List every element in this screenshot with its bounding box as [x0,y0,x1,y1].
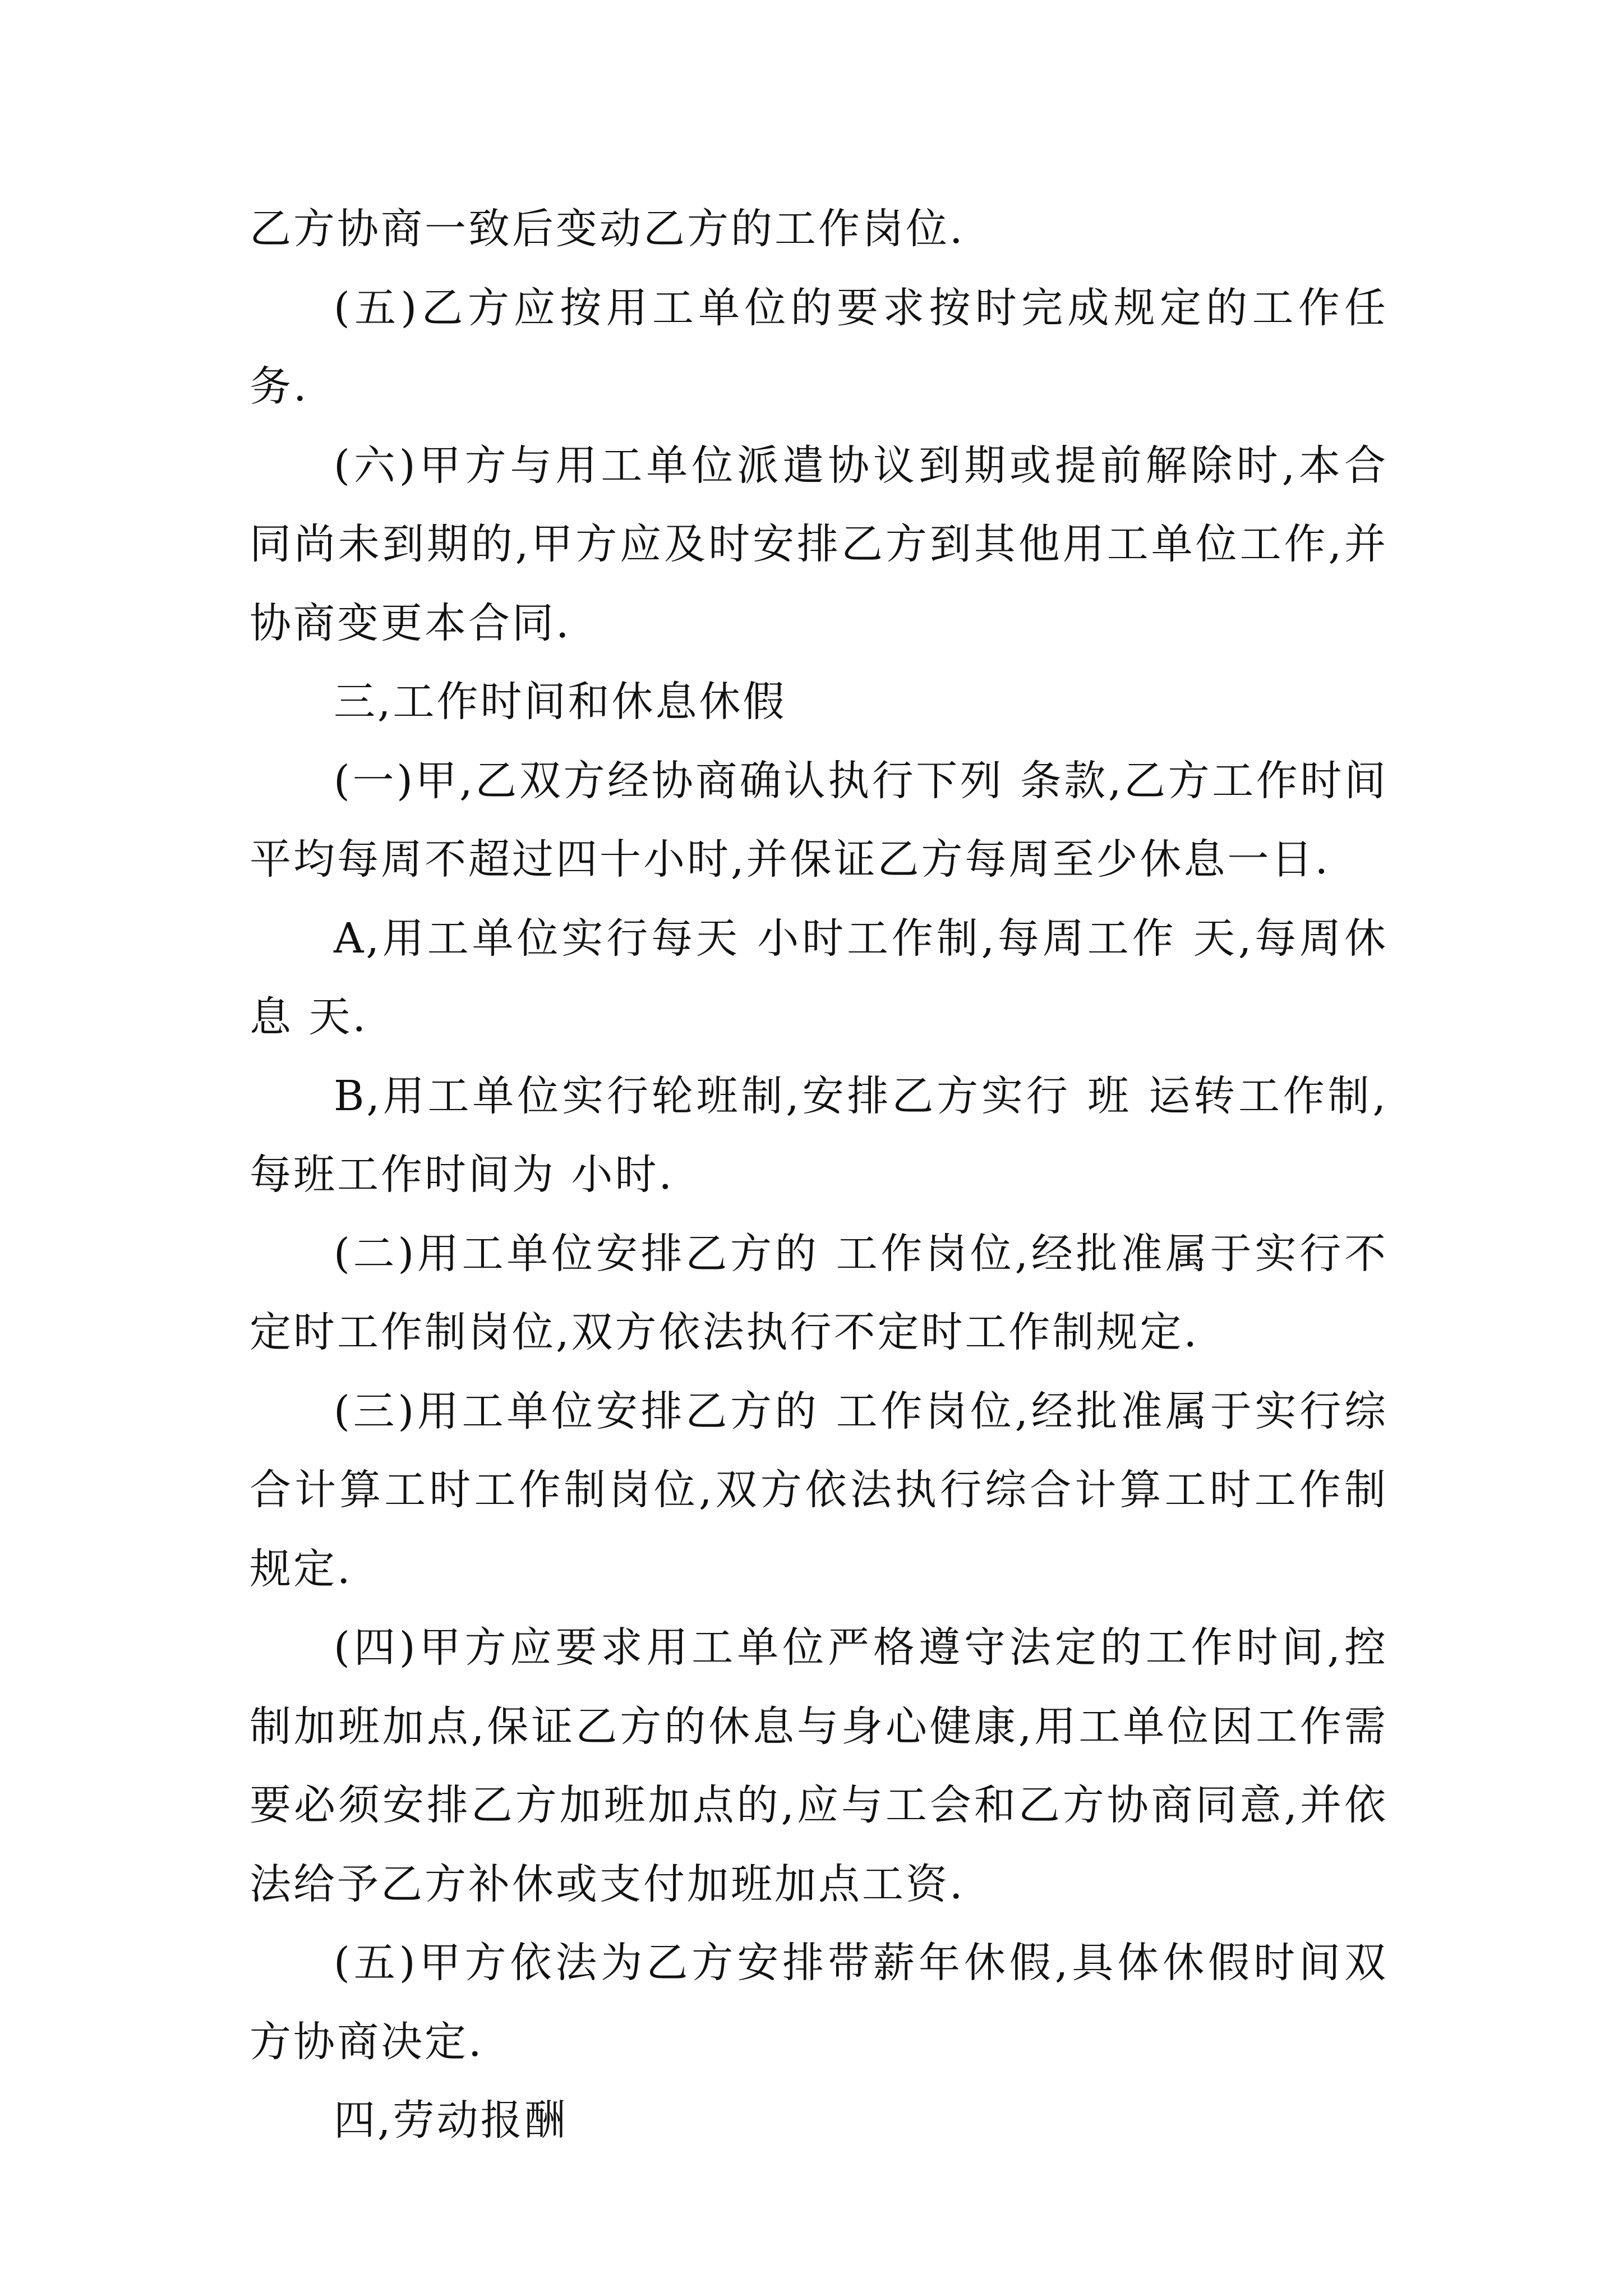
paragraph-item-1-hours: (一)甲,乙双方经协商确认执行下列 条款,乙方工作时间平均每周不超过四十小时,并保证乙方每周至少休息一日. [250,756,1388,884]
paragraph-item-5-leave: (五)甲方依法为乙方安排带薪年休假,具体休假时间双方协商决定. [250,1939,1388,2066]
paragraph-item-5-task: (五)乙方应按用工单位的要求按时完成规定的工作任务. [250,283,1388,411]
paragraph-continuation: 乙方协商一致后变动乙方的工作岗位. [250,205,965,253]
paragraph-item-2-flexible: (二)用工单位安排乙方的 工作岗位,经批准属于实行不定时工作制岗位,双方依法执行不定时工作制规定. [250,1229,1388,1356]
paragraph-item-3-comprehensive: (三)用工单位安排乙方的 工作岗位,经批准属于实行综合计算工时工作制岗位,双方依法执行综合计算工时工作制规定. [250,1387,1388,1593]
section-heading-remuneration: 四,劳动报酬 [334,2096,568,2145]
document-body [250,190,1388,2160]
paragraph-option-b: B,用工单位实行轮班制,安排乙方实行 班 运转工作制,每班工作时间为 小时. [250,1071,1388,1199]
paragraph-item-6-dispatch: (六)甲方与用工单位派遣协议到期或提前解除时,本合同尚未到期的,甲方应及时安排乙方到其他用工单位工作,并协商变更本合同. [250,441,1388,647]
section-heading-working-hours: 三,工作时间和休息休假 [334,678,787,726]
paragraph-option-a: A,用工单位实行每天 小时工作制,每周工作 天,每周休息 天. [250,914,1388,1041]
paragraph-item-4-overtime: (四)甲方应要求用工单位严格遵守法定的工作时间,控制加班加点,保证乙方的休息与身心健康,用工单位因工作需要必须安排乙方加班加点的,应与工会和乙方协商同意,并依法给予乙方补休或支付加班加点工资. [250,1623,1388,1908]
